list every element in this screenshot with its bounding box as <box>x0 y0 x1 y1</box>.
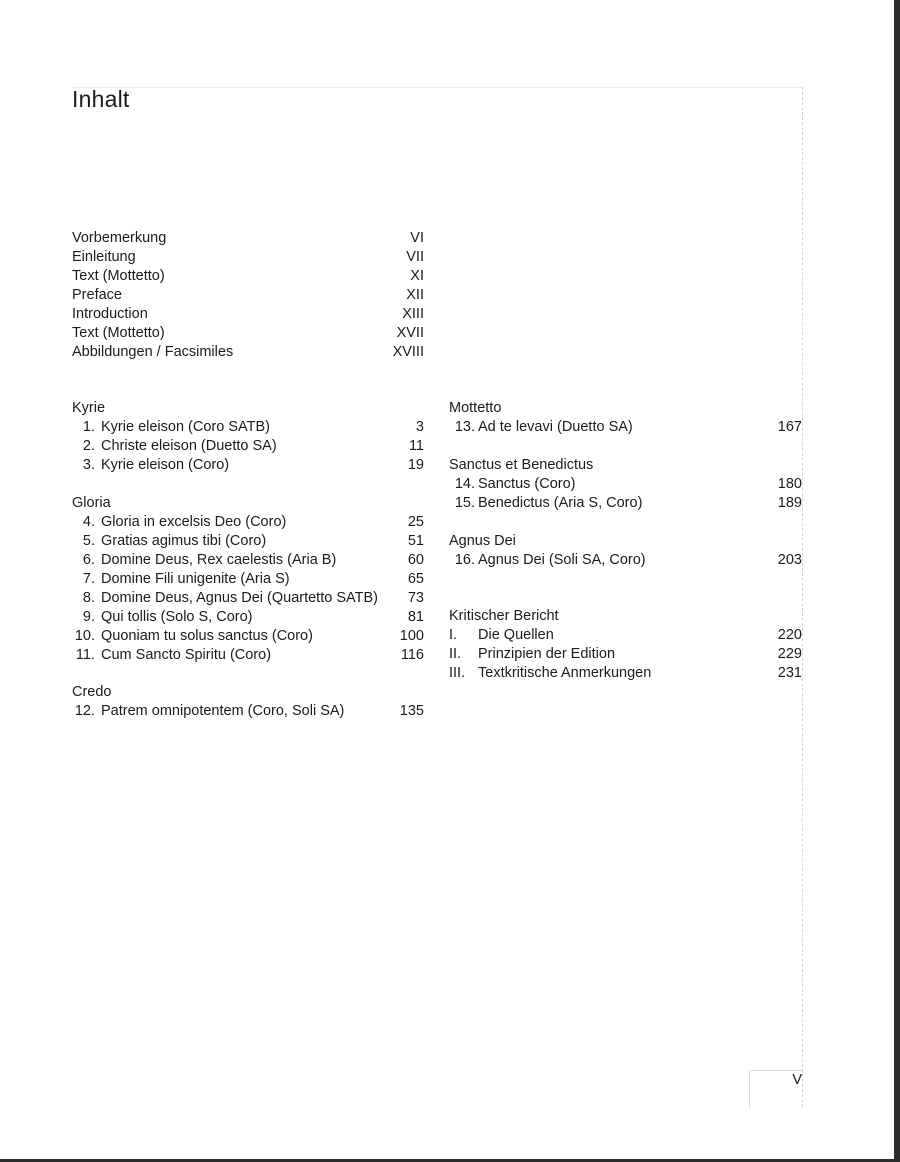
toc-entry <box>449 475 802 494</box>
section-heading: Agnus Dei <box>449 533 516 549</box>
entry-label: Sanctus (Coro) <box>478 476 576 492</box>
entry-label: Preface <box>72 287 122 303</box>
entry-number: 10. <box>74 628 95 644</box>
entry-number: 5. <box>82 533 95 549</box>
toc-entry <box>72 551 424 570</box>
toc-entry <box>449 494 802 513</box>
front-matter-item <box>72 286 424 305</box>
entry-label: Die Quellen <box>478 627 554 643</box>
entry-number: 4. <box>82 514 95 530</box>
entry-label: Cum Sancto Spiritu (Coro) <box>101 647 272 663</box>
front-matter-item <box>72 324 424 343</box>
toc-entry <box>72 532 424 551</box>
trim-line-right <box>802 87 803 1107</box>
toc-entry <box>449 551 802 570</box>
entry-number: 9. <box>82 609 95 625</box>
entry-label: Ad te levavi (Duetto SA) <box>478 419 633 435</box>
entry-label: Vorbemerkung <box>72 230 167 246</box>
entry-page: 220 <box>777 627 802 643</box>
entry-label: Abbildungen / Facsimiles <box>72 344 234 360</box>
front-matter-item <box>72 343 424 362</box>
entry-label: Quoniam tu solus sanctus (Coro) <box>101 628 313 644</box>
entry-page: XII <box>406 287 424 303</box>
entry-number: 6. <box>82 552 95 568</box>
entry-label: Introduction <box>72 306 148 322</box>
entry-label: Christe eleison (Duetto SA) <box>101 438 277 454</box>
entry-number: 7. <box>82 571 95 587</box>
entry-label: Text (Mottetto) <box>72 268 165 284</box>
scan-edge-right <box>894 0 900 1162</box>
entry-page: 203 <box>777 552 802 568</box>
entry-page: 51 <box>407 533 424 549</box>
entry-page: 65 <box>407 571 424 587</box>
toc-entry <box>72 702 424 721</box>
toc-entry <box>449 664 802 683</box>
toc-entry <box>72 608 424 627</box>
entry-label: Qui tollis (Solo S, Coro) <box>101 609 253 625</box>
section-heading: Kritischer Bericht <box>449 608 559 624</box>
toc-entry <box>449 418 802 437</box>
entry-label: Textkritische Anmerkungen <box>478 665 652 681</box>
entry-label: Kyrie eleison (Coro) <box>101 457 230 473</box>
entry-label: Text (Mottetto) <box>72 325 165 341</box>
trim-line-top <box>72 87 802 88</box>
entry-number: 8. <box>82 590 95 606</box>
entry-label: Domine Deus, Agnus Dei (Quartetto SATB) <box>101 590 378 606</box>
entry-page: 19 <box>407 457 424 473</box>
entry-number: I. <box>449 627 458 643</box>
entry-page: XI <box>410 268 424 284</box>
page-number: V <box>792 1072 802 1088</box>
entry-number: III. <box>449 665 466 681</box>
entry-page: 11 <box>408 438 424 454</box>
toc-entry <box>72 589 424 608</box>
front-matter-item <box>72 267 424 286</box>
entry-label: Kyrie eleison (Coro SATB) <box>101 419 270 435</box>
entry-page: 167 <box>777 419 802 435</box>
toc-entry <box>72 646 424 665</box>
toc-entry <box>72 456 424 475</box>
entry-label: Benedictus (Aria S, Coro) <box>478 495 643 511</box>
toc-entry <box>72 627 424 646</box>
entry-page: 189 <box>777 495 802 511</box>
entry-page: 231 <box>777 665 802 681</box>
section-heading: Kyrie <box>72 400 106 416</box>
entry-number: 14. <box>454 476 475 492</box>
entry-label: Patrem omnipotentem (Coro, Soli SA) <box>101 703 345 719</box>
entry-number: 3. <box>82 457 95 473</box>
front-matter-item <box>72 229 424 248</box>
entry-number: 2. <box>82 438 95 454</box>
entry-number: 13. <box>454 419 475 435</box>
entry-number: II. <box>449 646 462 662</box>
entry-number: 16. <box>454 552 475 568</box>
entry-page: 116 <box>400 647 424 663</box>
section-heading: Gloria <box>72 495 111 511</box>
entry-page: VI <box>410 230 424 246</box>
entry-page: 3 <box>415 419 424 435</box>
entry-page: 180 <box>777 476 802 492</box>
entry-label: Einleitung <box>72 249 136 265</box>
toc-entry <box>72 513 424 532</box>
entry-number: 11. <box>75 647 95 663</box>
entry-page: VII <box>406 249 424 265</box>
entry-number: 15. <box>454 495 475 511</box>
front-matter-item <box>72 248 424 267</box>
entry-page: 135 <box>399 703 424 719</box>
entry-page: XVII <box>396 325 424 341</box>
entry-label: Domine Fili unigenite (Aria S) <box>101 571 290 587</box>
entry-page: 73 <box>407 590 424 606</box>
front-matter-item <box>72 305 424 324</box>
section-heading: Credo <box>72 684 112 700</box>
entry-label: Agnus Dei (Soli SA, Coro) <box>478 552 646 568</box>
entry-number: 12. <box>74 703 95 719</box>
entry-page: 229 <box>777 646 802 662</box>
entry-label: Gratias agimus tibi (Coro) <box>101 533 267 549</box>
entry-page: XVIII <box>392 344 424 360</box>
entry-page: 81 <box>407 609 424 625</box>
section-heading: Sanctus et Benedictus <box>449 457 594 473</box>
toc-entry <box>72 418 424 437</box>
entry-number: 1. <box>82 419 95 435</box>
toc-entry <box>72 570 424 589</box>
entry-label: Gloria in excelsis Deo (Coro) <box>101 514 287 530</box>
entry-page: 25 <box>407 514 424 530</box>
page-title: Inhalt <box>72 86 130 112</box>
entry-page: 100 <box>399 628 424 644</box>
section-heading: Mottetto <box>449 400 502 416</box>
entry-label: Prinzipien der Edition <box>478 646 616 662</box>
toc-entry <box>449 626 802 645</box>
entry-label: Domine Deus, Rex caelestis (Aria B) <box>101 552 337 568</box>
entry-page: 60 <box>407 552 424 568</box>
entry-page: XIII <box>402 306 424 322</box>
toc-entry <box>72 437 424 456</box>
toc-entry <box>449 645 802 664</box>
